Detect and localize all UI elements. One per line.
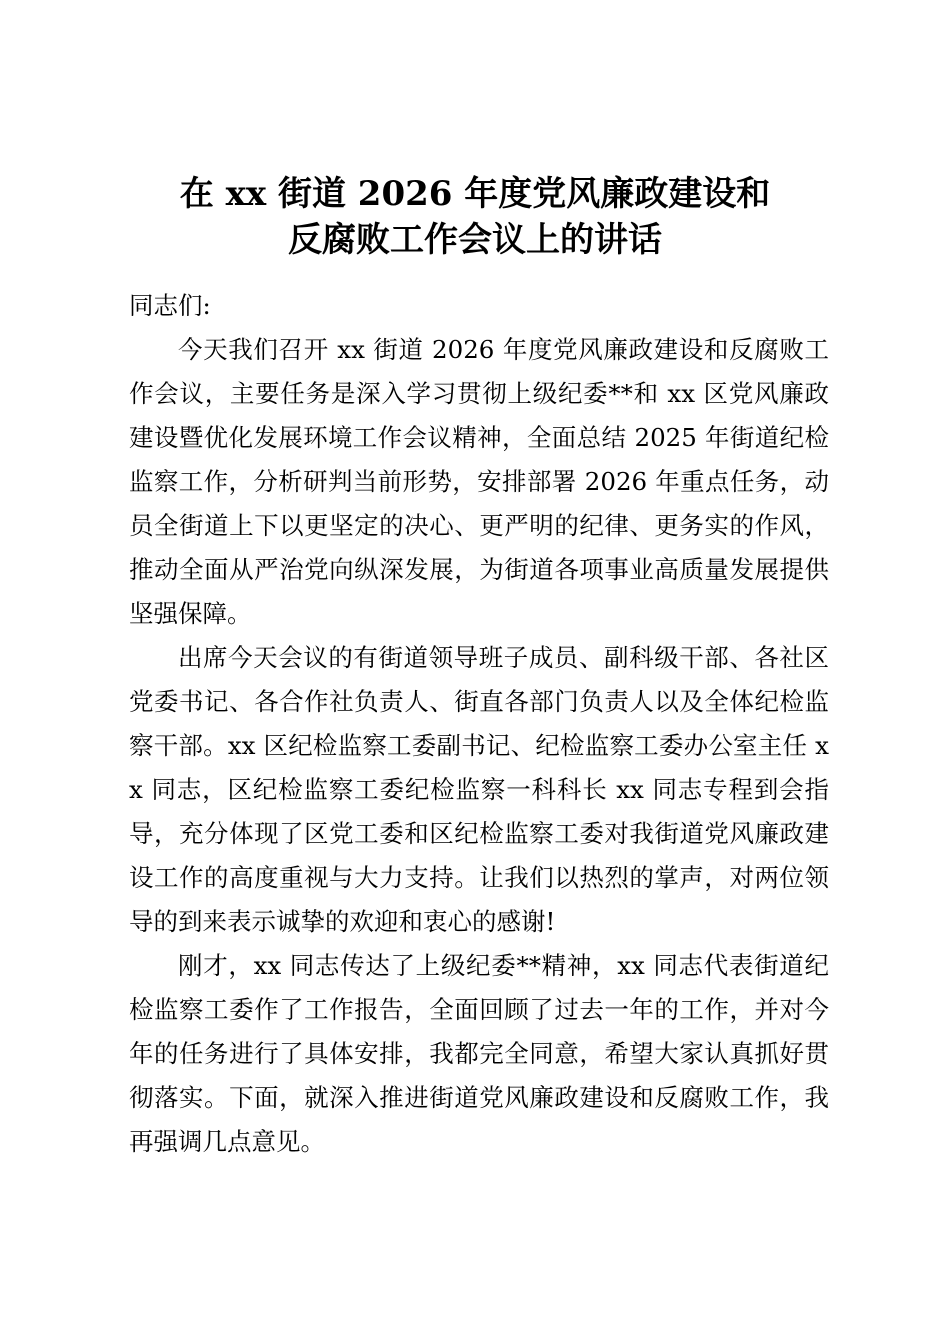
document-title-line-1: 在 xx 街道 2026 年度党风廉政建设和 (179, 174, 771, 214)
document-title-line-2: 反腐败工作会议上的讲话 (288, 220, 662, 260)
paragraph-attendees: 出席今天会议的有街道领导班子成员、副科级干部、各社区党委书记、各合作社负责人、街直各部门负责人以及全体纪检监察干部。xx 区纪检监察工委副书记、纪检监察工委办公室主任 xx 同志，区纪检监察工委纪检监察一科科长 xx 同志专程到会指导，充分体现了区党工委和区纪检监察工委对我街道党风廉政建设工作的高度重视与大力支持。让我们以热烈的掌声，对两位领导的到来表示诚挚的欢迎和衷心的感谢! (129, 643, 829, 936)
paragraph-opening: 今天我们召开 xx 街道 2026 年度党风廉政建设和反腐败工作会议，主要任务是深入学习贯彻上级纪委**和 xx 区党风廉政建设暨优化发展环境工作会议精神，全面总结 2025 年街道纪检监察工作，分析研判当前形势，安排部署 2026 年重点任务，动员全街道上下以更坚定的决心、更严明的纪律、更务实的作风，推动全面从严治党向纵深发展，为街道各项事业高质量发展提供坚强保障。 (129, 335, 829, 628)
paragraph-transition: 刚才，xx 同志传达了上级纪委**精神，xx 同志代表街道纪检监察工委作了工作报告，全面回顾了过去一年的工作，并对今年的任务进行了具体安排，我都完全同意，希望大家认真抓好贯彻落实。下面，就深入推进街道党风廉政建设和反腐败工作，我再强调几点意见。 (129, 951, 829, 1156)
document-body (129, 284, 829, 1164)
salutation: 同志们: (129, 291, 211, 320)
